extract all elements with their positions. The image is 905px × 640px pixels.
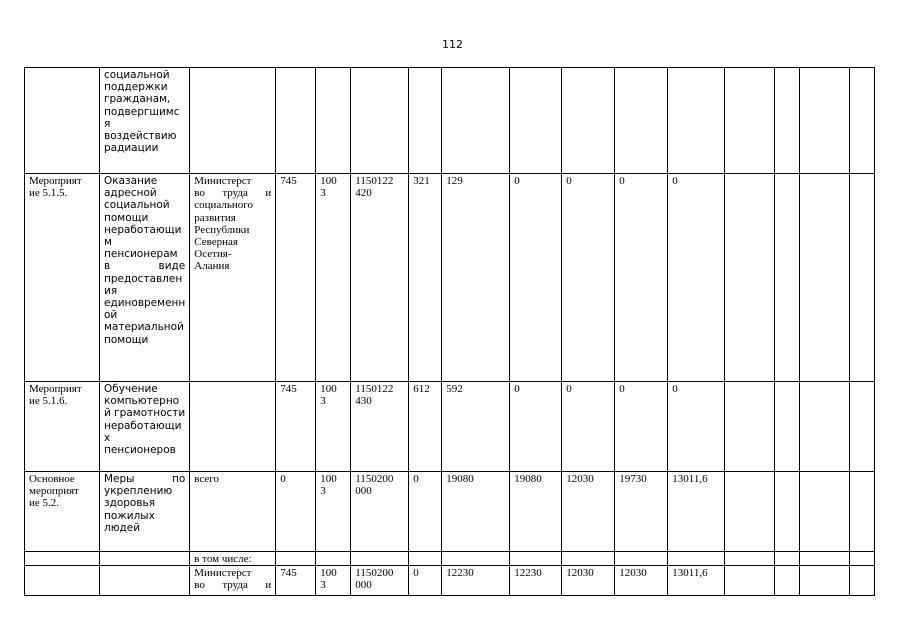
empty-cell — [850, 174, 875, 382]
cell-line: адресной — [104, 187, 157, 200]
table-row — [25, 174, 875, 382]
amount-cell-4: 19730 — [615, 472, 668, 552]
section-code-cell — [316, 382, 351, 472]
amount-cell-1: 19080 — [442, 472, 510, 552]
amount-cell-1: 129 — [442, 174, 510, 382]
empty-cell — [775, 68, 800, 174]
amount-cell-1: 592 — [442, 382, 510, 472]
cell-line: м — [104, 236, 112, 249]
cell-line: воздействию — [104, 130, 177, 143]
amount-cell-1: 12230 — [442, 566, 510, 596]
empty-cell — [850, 552, 875, 566]
empty-cell — [725, 174, 775, 382]
cell-word: в — [104, 260, 111, 273]
cell-line: пенсионерам — [104, 248, 178, 261]
empty-cell — [800, 382, 850, 472]
cell-line: й грамотности — [104, 407, 186, 420]
measure-code-cell — [25, 174, 100, 382]
table-row — [25, 552, 875, 566]
cell-line: 1150122 — [355, 383, 394, 395]
target-article-cell — [351, 382, 409, 472]
measure-code-cell — [25, 382, 100, 472]
target-article-cell — [351, 68, 409, 174]
section-code-cell — [316, 68, 351, 174]
expense-type-cell — [409, 68, 442, 174]
cell-line: радиации — [104, 142, 159, 155]
cell-line: х — [104, 431, 111, 444]
section-code-cell — [316, 472, 351, 552]
cell-line: 100 — [320, 473, 337, 485]
empty-cell — [725, 472, 775, 552]
cell-word: по — [171, 473, 186, 485]
cell-line: материальной — [104, 321, 184, 334]
cell-line: 100 — [320, 567, 337, 580]
amount-cell-2 — [510, 68, 562, 174]
cell-line: мероприят — [29, 485, 79, 498]
amount-cell-2: 19080 — [510, 472, 562, 552]
measure-name-cell — [100, 472, 190, 552]
cell-line: поддержки — [104, 81, 168, 94]
table-row — [25, 472, 875, 552]
amount-cell-5: 0 — [668, 382, 725, 472]
cell-word: и — [265, 579, 272, 592]
grbs-cell — [276, 68, 316, 174]
executor-cell — [190, 552, 276, 566]
cell-line: 100 — [320, 175, 337, 187]
grbs-cell: 745 — [276, 174, 316, 382]
amount-cell-5: 0 — [668, 174, 725, 382]
target-article-cell — [351, 566, 409, 596]
amount-cell-3 — [562, 68, 615, 174]
cell-line — [194, 187, 271, 199]
cell-line: Мероприят — [29, 175, 82, 187]
cell-line — [104, 473, 185, 485]
empty-cell — [800, 566, 850, 596]
cell-line: развития — [194, 211, 236, 224]
cell-line: неработающи — [104, 419, 182, 432]
measure-code-cell — [25, 552, 100, 566]
cell-line: 1150122 — [355, 175, 394, 187]
section-code-cell — [316, 552, 351, 566]
expense-type-cell: 0 — [409, 566, 442, 596]
amount-cell-5: 13011,6 — [668, 566, 725, 596]
amount-cell-2: 0 — [510, 174, 562, 382]
expense-type-cell: 321 — [409, 174, 442, 382]
cell-word: Меры — [104, 473, 135, 485]
cell-line: помощи — [104, 211, 149, 224]
amount-cell-2: 0 — [510, 382, 562, 472]
grbs-cell: 0 — [276, 472, 316, 552]
expense-type-cell: 0 — [409, 472, 442, 552]
target-article-cell — [351, 174, 409, 382]
page-number: 112 — [442, 38, 463, 51]
cell-line: 430 — [355, 395, 372, 408]
amount-cell-4: 12030 — [615, 566, 668, 596]
amount-cell-1 — [442, 68, 510, 174]
cell-line: здоровья — [104, 497, 156, 510]
executor-cell — [190, 174, 276, 382]
table-row — [25, 382, 875, 472]
grbs-cell: 745 — [276, 566, 316, 596]
cell-line: всего — [194, 473, 220, 485]
cell-line: в том числе: — [194, 553, 252, 565]
cell-line: укреплению — [104, 485, 173, 498]
cell-word: во — [194, 187, 205, 200]
cell-line: единовременн — [104, 297, 186, 310]
cell-line: ие 5.1.6. — [29, 395, 68, 408]
cell-line: ие 5.2. — [29, 497, 60, 510]
cell-line: 420 — [355, 187, 372, 200]
amount-cell-5 — [668, 68, 725, 174]
table-row — [25, 566, 875, 596]
amount-cell-3: 12030 — [562, 566, 615, 596]
measure-code-cell — [25, 566, 100, 596]
cell-line: 3 — [320, 395, 326, 408]
cell-word: во — [194, 579, 205, 592]
measure-name-cell — [100, 68, 190, 174]
empty-cell — [725, 68, 775, 174]
amount-cell-4: 0 — [615, 174, 668, 382]
empty-cell — [850, 382, 875, 472]
cell-line: помощи — [104, 333, 149, 346]
empty-cell — [800, 552, 850, 566]
empty-cell — [850, 472, 875, 552]
cell-line — [104, 260, 185, 272]
measure-name-cell — [100, 174, 190, 382]
cell-line: социального — [194, 199, 254, 212]
section-code-cell — [316, 566, 351, 596]
measure-code-cell — [25, 472, 100, 552]
cell-line: 000 — [355, 485, 372, 498]
amount-cell-3: 0 — [562, 174, 615, 382]
cell-line: социальной — [104, 69, 170, 81]
cell-line: ия — [104, 284, 118, 297]
empty-cell — [800, 174, 850, 382]
amount-cell-4 — [615, 552, 668, 566]
cell-line: Министерст — [194, 567, 252, 580]
cell-word: и — [265, 187, 272, 200]
cell-line: 1150200 — [355, 567, 394, 580]
budget-table — [24, 67, 875, 596]
cell-line: Мероприят — [29, 383, 82, 395]
expense-type-cell: 612 — [409, 382, 442, 472]
cell-line: Оказание — [104, 175, 158, 187]
amount-cell-5 — [668, 552, 725, 566]
cell-line: людей — [104, 521, 141, 534]
empty-cell — [775, 552, 800, 566]
cell-line: Алания — [194, 260, 230, 273]
empty-cell — [725, 552, 775, 566]
empty-cell — [775, 472, 800, 552]
cell-word: труда — [222, 579, 248, 592]
cell-line: ой — [104, 309, 118, 322]
cell-line: подвергшимс — [104, 105, 180, 118]
empty-cell — [850, 68, 875, 174]
table-body — [25, 68, 875, 596]
executor-cell — [190, 566, 276, 596]
cell-line: ие 5.1.5. — [29, 187, 68, 200]
empty-cell — [800, 68, 850, 174]
empty-cell — [800, 472, 850, 552]
cell-line: 1150200 — [355, 473, 394, 485]
cell-line: пожилых — [104, 509, 155, 522]
cell-line: 000 — [355, 579, 372, 592]
expense-type-cell — [409, 552, 442, 566]
cell-line: неработающи — [104, 223, 182, 236]
cell-line: социальной — [104, 199, 170, 212]
cell-line: пенсионеров — [104, 444, 176, 457]
amount-cell-4: 0 — [615, 382, 668, 472]
cell-line: Республики — [194, 223, 250, 236]
empty-cell — [775, 566, 800, 596]
measure-name-cell — [100, 382, 190, 472]
measure-name-cell — [100, 566, 190, 596]
cell-line: Северная — [194, 236, 238, 249]
cell-line: Обучение — [104, 383, 158, 395]
grbs-cell: 745 — [276, 382, 316, 472]
amount-cell-3 — [562, 552, 615, 566]
executor-cell — [190, 382, 276, 472]
amount-cell-2: 12230 — [510, 566, 562, 596]
cell-line — [194, 579, 271, 591]
empty-cell — [725, 382, 775, 472]
target-article-cell — [351, 552, 409, 566]
cell-line: гражданам, — [104, 93, 171, 106]
grbs-cell — [276, 552, 316, 566]
cell-line: предоставлен — [104, 272, 183, 285]
cell-word: труда — [222, 187, 248, 200]
amount-cell-1 — [442, 552, 510, 566]
cell-line: компьютерно — [104, 395, 180, 408]
empty-cell — [775, 382, 800, 472]
executor-cell — [190, 472, 276, 552]
cell-line: 100 — [320, 383, 337, 395]
amount-cell-5: 13011,6 — [668, 472, 725, 552]
cell-line: Осетия- — [194, 248, 232, 261]
amount-cell-3: 12030 — [562, 472, 615, 552]
cell-line: 3 — [320, 579, 326, 592]
cell-line: я — [104, 117, 111, 130]
amount-cell-4 — [615, 68, 668, 174]
amount-cell-2 — [510, 552, 562, 566]
empty-cell — [775, 174, 800, 382]
cell-line: Министерст — [194, 175, 252, 187]
executor-cell — [190, 68, 276, 174]
cell-word: виде — [158, 260, 186, 273]
empty-cell — [850, 566, 875, 596]
cell-line: 3 — [320, 485, 326, 498]
cell-line: 3 — [320, 187, 326, 200]
measure-code-cell — [25, 68, 100, 174]
amount-cell-3: 0 — [562, 382, 615, 472]
target-article-cell — [351, 472, 409, 552]
table-row — [25, 68, 875, 174]
cell-line: Основное — [29, 473, 75, 485]
section-code-cell — [316, 174, 351, 382]
measure-name-cell — [100, 552, 190, 566]
empty-cell — [725, 566, 775, 596]
